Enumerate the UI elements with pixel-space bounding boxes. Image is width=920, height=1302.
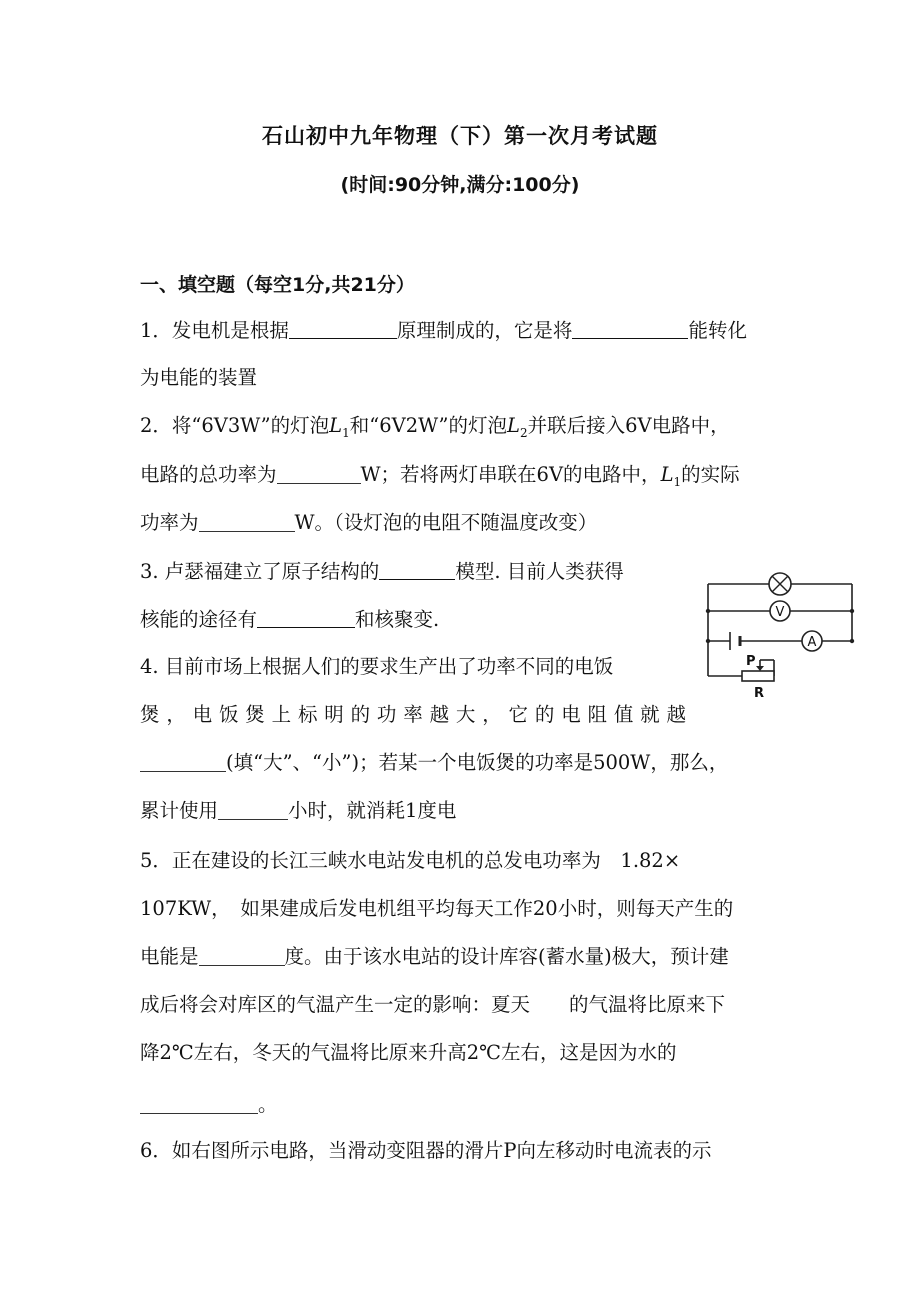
q2-text-f: 的实际 xyxy=(681,463,740,486)
q2-text-h: W。（设灯泡的电阻不随温度改变） xyxy=(294,511,598,534)
question-5-line-1: 5．正在建设的长江三峡水电站发电机的总发电功率为 1.82× xyxy=(140,849,681,872)
question-4-line-2: 煲，电饭煲上标明的功率越大，它的电阻值就越 xyxy=(140,703,686,726)
q2-lamp-l2-sub: 2 xyxy=(519,425,528,440)
question-5-line-3 xyxy=(140,945,729,969)
question-2-line-1 xyxy=(140,414,730,445)
q1-text-b: 原理制成的，它是将 xyxy=(396,319,573,342)
q2-text-e: W；若将两灯串联在6V的电路中， xyxy=(360,463,661,486)
q5-text-d: 度。由于该水电站的设计库容(蓄水量)极大，预计建 xyxy=(284,945,729,968)
circuit-wires xyxy=(708,584,852,676)
q2-lamp-l1-sub: 1 xyxy=(342,425,350,440)
question-1-line-2: 为电能的装置 xyxy=(140,366,258,389)
q5-blank-2[interactable] xyxy=(140,1095,258,1114)
slider-arrow-icon xyxy=(756,660,764,671)
q5-blank-1[interactable] xyxy=(199,947,285,966)
question-2-line-3 xyxy=(140,511,597,535)
ammeter-label: A xyxy=(807,635,817,650)
q2-lamp-l1-again: L xyxy=(660,463,674,486)
question-3-line-1 xyxy=(140,559,624,584)
q4-text-e: 小时，就消耗1度电 xyxy=(288,799,457,822)
question-4-line-1: 4. 目前市场上根据人们的要求生产出了功率不同的电饭 xyxy=(140,655,614,678)
question-5-line-5: 降2℃左右，冬天的气温将比原来升高2℃左右，这是因为水的 xyxy=(140,1041,677,1064)
q2-text-c: 并联后接入6V电路中， xyxy=(527,414,730,437)
q2-text-g: 功率为 xyxy=(140,511,199,534)
question-5-line-4: 成后将会对库区的气温产生一定的影响：夏天 的气温将比原来下 xyxy=(140,993,726,1016)
q3-text-c: 核能的途径有 xyxy=(140,608,258,631)
q3-text-d: 和核聚变. xyxy=(355,608,440,631)
q4-text-c: (填“大”、“小”)；若某一个电饭煲的功率是500W，那么， xyxy=(226,751,729,774)
q3-text-b: 模型. 目前人类获得 xyxy=(455,560,624,583)
q5-text-c: 电能是 xyxy=(140,945,199,968)
circuit-diagram xyxy=(700,566,860,702)
q1-text-c: 能转化 xyxy=(688,319,747,342)
question-3-line-2 xyxy=(140,607,439,632)
q1-text-a: 1．发电机是根据 xyxy=(140,319,289,342)
q2-text-a: 2．将“6V3W”的灯泡 xyxy=(140,414,330,437)
voltmeter-label: V xyxy=(775,605,785,620)
q4-blank-1[interactable] xyxy=(140,753,226,772)
q5-text-g: 。 xyxy=(258,1093,278,1116)
q2-blank-1[interactable] xyxy=(277,465,361,484)
q1-blank-1[interactable] xyxy=(289,318,397,339)
section-heading-fill-blank: 一、填空题（每空1分,共21分） xyxy=(140,274,415,296)
rheostat-icon xyxy=(742,671,774,681)
resistor-label: R xyxy=(754,686,765,701)
q2-lamp-l1: L xyxy=(329,414,343,437)
question-1-line-1 xyxy=(140,318,747,343)
exam-subtitle: (时间:90分钟,满分:100分) xyxy=(340,174,580,196)
question-4-line-3 xyxy=(140,751,728,775)
slider-label: P xyxy=(746,654,756,669)
q2-blank-2[interactable] xyxy=(199,513,295,532)
exam-title: 石山初中九年物理（下）第一次月考试题 xyxy=(262,124,658,148)
q4-blank-2[interactable] xyxy=(218,801,288,820)
battery-icon xyxy=(730,632,740,650)
q2-lamp-l2: L xyxy=(507,414,520,437)
question-5-line-6 xyxy=(140,1093,278,1117)
question-6-line-1: 6．如右图所示电路，当滑动变阻器的滑片P向左移动时电流表的示 xyxy=(140,1139,712,1162)
q2-text-d: 电路的总功率为 xyxy=(140,463,277,486)
q2-text-b: 和“6V2W”的灯泡 xyxy=(349,414,507,437)
q4-text-d: 累计使用 xyxy=(140,799,219,822)
q2-lamp-l1-again-sub: 1 xyxy=(673,474,682,489)
q1-blank-2[interactable] xyxy=(572,318,688,339)
q3-text-a: 3. 卢瑟福建立了原子结构的 xyxy=(140,560,380,583)
q3-blank-1[interactable] xyxy=(379,559,455,580)
question-4-line-4 xyxy=(140,799,456,823)
question-2-line-2 xyxy=(140,463,740,494)
question-5-line-2: 107KW， 如果建成后发电机组平均每天工作20小时，则每天产生的 xyxy=(140,897,734,920)
q3-blank-2[interactable] xyxy=(257,607,355,628)
